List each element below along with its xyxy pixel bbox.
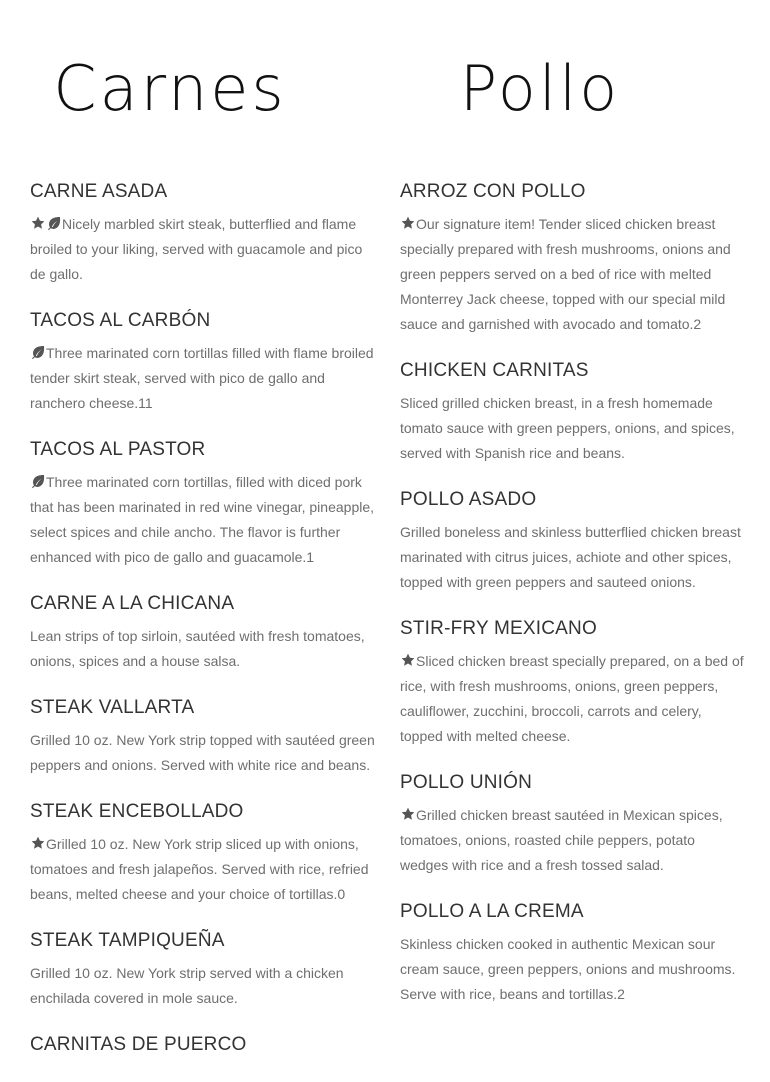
menu-item-description	[400, 520, 745, 595]
menu-item-description	[400, 649, 745, 749]
leaf-icon	[30, 344, 46, 360]
pollo-items	[400, 180, 745, 1029]
star-icon	[30, 835, 46, 851]
menu-item-description-text: Three marinated corn tortillas, filled with diced pork that has been marinated in red wine vinegar, pineapple, select spices and chile ancho. The flavor is further enhanced with pico de gallo and guacamole.1	[30, 474, 375, 565]
menu-item-description-text: Sliced grilled chicken breast, in a fresh homemade tomato sauce with green peppers, onions, and spices, served with Spanish rice and beans.	[400, 395, 735, 461]
menu-item-description-text: Our signature item! Tender sliced chicken breast specially prepared with fresh mushrooms, onions and green peppers served on a bed of rice with melted Monterrey Jack cheese, topped with our special mild sauce and garnished with avocado and tomato.2	[400, 216, 731, 332]
menu-item-description	[400, 212, 745, 337]
star-icon	[400, 806, 416, 822]
menu-item-name: CARNE ASADA	[30, 181, 168, 202]
menu-item	[30, 309, 375, 416]
menu-item-name: CARNE A LA CHICANA	[30, 593, 235, 614]
menu-item-description-text: Skinless chicken cooked in authentic Mexican sour cream sauce, green peppers, onions and mushrooms. Serve with rice, beans and tortillas.2	[400, 936, 736, 1002]
menu-item	[400, 180, 745, 337]
pollo-section-title: Pollo	[459, 52, 621, 125]
menu-item-description-text: Three marinated corn tortillas filled with flame broiled tender skirt steak, served with pico de gallo and ranchero cheese.11	[30, 345, 374, 411]
menu-item-name: ARROZ CON POLLO	[400, 181, 586, 202]
menu-item-description	[30, 624, 375, 674]
menu-item-description	[30, 728, 375, 778]
menu-item	[30, 1033, 375, 1057]
menu-item-name: TACOS AL PASTOR	[30, 439, 206, 460]
menu-item-name: CHICKEN CARNITAS	[400, 360, 589, 381]
menu-item-description-text: Lean strips of top sirloin, sautéed with fresh tomatoes, onions, spices and a house salsa.	[30, 628, 365, 669]
menu-item	[30, 592, 375, 674]
menu-item-name: POLLO A LA CREMA	[400, 901, 584, 922]
menu-item-name: CARNITAS DE PUERCO	[30, 1034, 247, 1055]
menu-item	[30, 696, 375, 778]
star-icon	[30, 215, 46, 231]
menu-item-description	[30, 212, 375, 287]
carnes-items	[30, 180, 375, 1079]
menu-item	[400, 488, 745, 595]
menu-item-name: POLLO ASADO	[400, 489, 537, 510]
menu-item	[30, 180, 375, 287]
menu-item-name: STIR-FRY MEXICANO	[400, 618, 597, 639]
menu-item-description	[30, 832, 375, 907]
menu-item-description-text: Grilled boneless and skinless butterflied chicken breast marinated with citrus juices, achiote and other spices, topped with green peppers and sauteed onions.	[400, 524, 741, 590]
menu-item	[400, 900, 745, 1007]
menu-item-description-text: Nicely marbled skirt steak, butterflied and flame broiled to your liking, served with guacamole and pico de gallo.	[30, 216, 363, 282]
carnes-section-title: Carnes	[53, 52, 287, 125]
menu-item-description	[400, 932, 745, 1007]
menu-item-description-text: Grilled 10 oz. New York strip sliced up with onions, tomatoes and fresh jalapeños. Served with rice, refried beans, melted cheese and your choice of tortillas.0	[30, 836, 369, 902]
menu-item-description	[400, 803, 745, 878]
menu-item-description-text: Sliced chicken breast specially prepared, on a bed of rice, with fresh mushrooms, onions, green peppers, cauliflower, zucchini, broccoli, carrots and celery, topped with melted cheese.	[400, 653, 744, 744]
menu-item	[30, 929, 375, 1011]
menu-item-name: STEAK VALLARTA	[30, 697, 195, 718]
menu-item-name: POLLO UNIÓN	[400, 772, 533, 793]
menu-item-name: STEAK TAMPIQUEÑA	[30, 930, 225, 951]
menu-item-description	[30, 470, 375, 570]
menu-item-name: TACOS AL CARBÓN	[30, 310, 211, 331]
star-icon	[400, 652, 416, 668]
menu-item	[30, 438, 375, 570]
menu-item	[400, 359, 745, 466]
menu-item-description	[30, 961, 375, 1011]
menu-item-description	[400, 391, 745, 466]
menu-item-description-text: Grilled 10 oz. New York strip served with a chicken enchilada covered in mole sauce.	[30, 965, 344, 1006]
leaf-icon	[46, 215, 62, 231]
menu-item-description-text: Grilled chicken breast sautéed in Mexican spices, tomatoes, onions, roasted chile peppers, potato wedges with rice and a fresh tossed salad.	[400, 807, 723, 873]
menu-item-description-text: Grilled 10 oz. New York strip topped with sautéed green peppers and onions. Served with white rice and beans.	[30, 732, 375, 773]
star-icon	[400, 215, 416, 231]
menu-item	[30, 800, 375, 907]
menu-item	[400, 771, 745, 878]
menu-item-description	[30, 341, 375, 416]
leaf-icon	[30, 473, 46, 489]
menu-item-name: STEAK ENCEBOLLADO	[30, 801, 244, 822]
menu-item	[400, 617, 745, 749]
